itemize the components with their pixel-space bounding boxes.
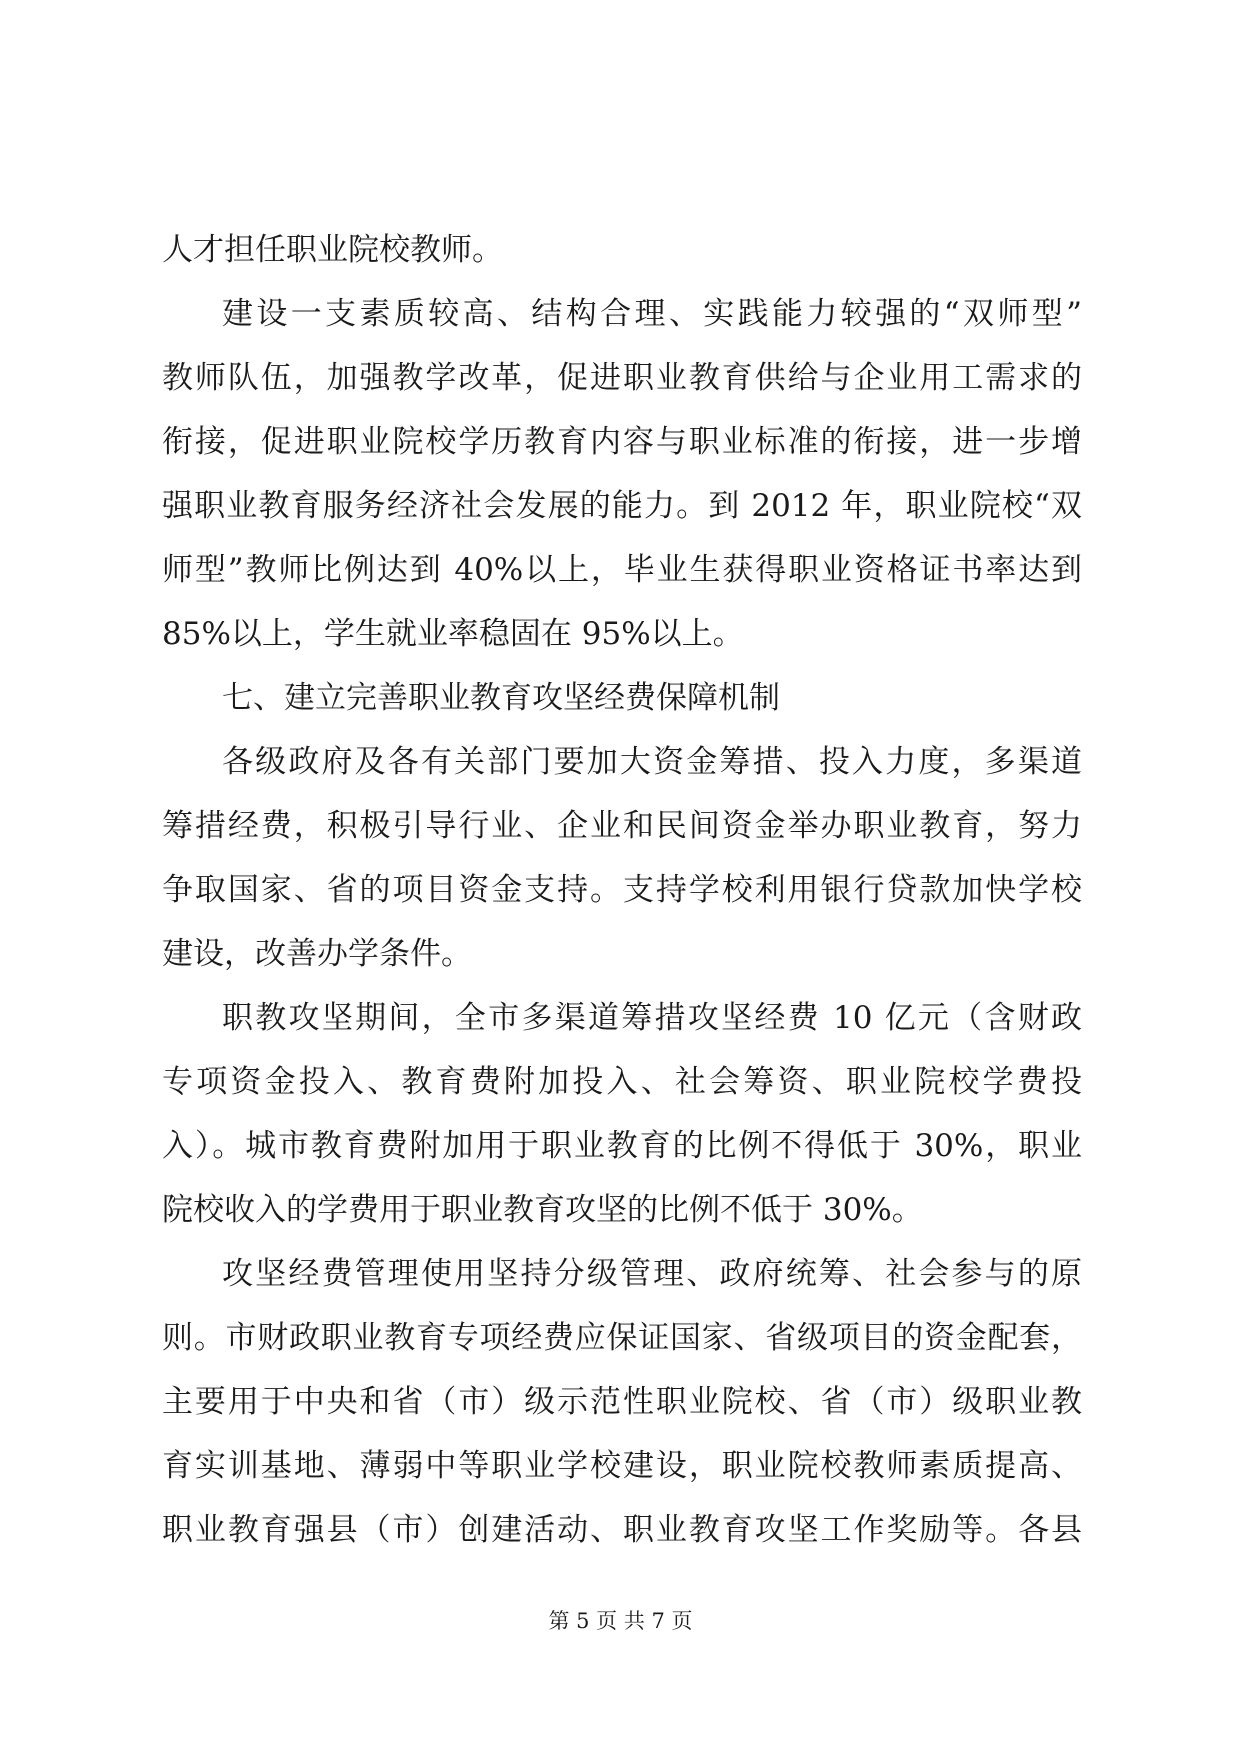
text-line: 育实训基地、薄弱中等职业学校建设，职业院校教师素质提高、 — [162, 1448, 1082, 1484]
text-line: 专项资金投入、教育费附加投入、社会筹资、职业院校学费投 — [162, 1064, 1082, 1100]
text-line: 职业教育强县（市）创建活动、职业教育攻坚工作奖励等。各县 — [162, 1512, 1082, 1548]
text-line: 则。市财政职业教育专项经费应保证国家、省级项目的资金配套， — [162, 1320, 1082, 1356]
text-line: 建设一支素质较高、结构合理、实践能力较强的“双师型” — [222, 296, 1082, 332]
text-line: 入）。城市教育费附加用于职业教育的比例不得低于 30%，职业 — [162, 1128, 1082, 1164]
text-line: 各级政府及各有关部门要加大资金筹措、投入力度，多渠道 — [222, 744, 1082, 780]
text-line: 衔接，促进职业院校学历教育内容与职业标准的衔接，进一步增 — [162, 424, 1082, 460]
text-line: 职教攻坚期间，全市多渠道筹措攻坚经费 10 亿元（含财政 — [222, 1000, 1082, 1036]
text-line: 85%以上，学生就业率稳固在 95%以上。 — [162, 616, 744, 652]
text-line: 七、建立完善职业教育攻坚经费保障机制 — [222, 680, 780, 716]
text-line: 建设，改善办学条件。 — [162, 936, 472, 972]
text-line: 院校收入的学费用于职业教育攻坚的比例不低于 30%。 — [162, 1192, 923, 1228]
document-body — [162, 218, 1082, 1562]
text-line: 争取国家、省的项目资金支持。支持学校利用银行贷款加快学校 — [162, 872, 1082, 908]
text-line: 师型”教师比例达到 40%以上，毕业生获得职业资格证书率达到 — [162, 552, 1082, 588]
text-line: 强职业教育服务经济社会发展的能力。到 2012 年，职业院校“双 — [162, 488, 1082, 524]
text-line: 教师队伍，加强教学改革，促进职业教育供给与企业用工需求的 — [162, 360, 1082, 396]
text-line: 主要用于中央和省（市）级示范性职业院校、省（市）级职业教 — [162, 1384, 1082, 1420]
text-line: 人才担任职业院校教师。 — [162, 232, 503, 268]
page-footer: 第 5 页 共 7 页 — [548, 1609, 693, 1633]
text-line: 筹措经费，积极引导行业、企业和民间资金举办职业教育，努力 — [162, 808, 1082, 844]
text-line: 攻坚经费管理使用坚持分级管理、政府统筹、社会参与的原 — [222, 1256, 1082, 1292]
